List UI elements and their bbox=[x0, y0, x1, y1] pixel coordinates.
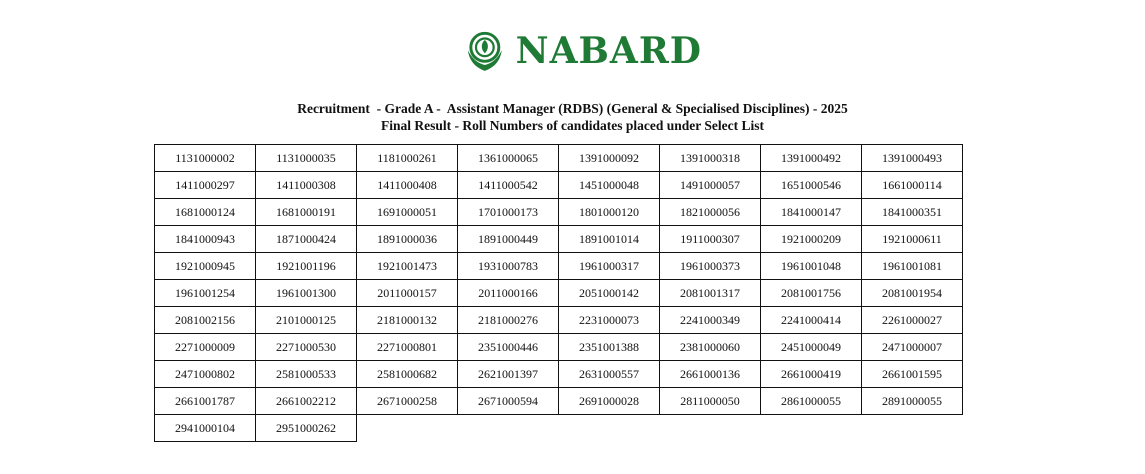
roll-number-cell: 1871000424 bbox=[256, 226, 357, 253]
nabard-logo bbox=[462, 20, 702, 82]
roll-number-cell: 1651000546 bbox=[761, 172, 862, 199]
roll-number-cell: 1891001014 bbox=[559, 226, 660, 253]
roll-number-cell: 1821000056 bbox=[660, 199, 761, 226]
roll-number-cell: 2011000157 bbox=[357, 280, 458, 307]
roll-number-cell: 1911000307 bbox=[660, 226, 761, 253]
roll-number-cell: 2451000049 bbox=[761, 334, 862, 361]
roll-number-cell: 1701000173 bbox=[458, 199, 559, 226]
roll-number-cell: 2351001388 bbox=[559, 334, 660, 361]
roll-number-cell: 1681000124 bbox=[155, 199, 256, 226]
roll-number-cell: 2941000104 bbox=[155, 415, 256, 442]
document-title bbox=[0, 100, 1145, 134]
roll-number-cell: 1921001196 bbox=[256, 253, 357, 280]
roll-number-cell: 2231000073 bbox=[559, 307, 660, 334]
roll-number-cell: 1961001081 bbox=[862, 253, 963, 280]
roll-number-cell: 2581000533 bbox=[256, 361, 357, 388]
roll-number-cell: 2081002156 bbox=[155, 307, 256, 334]
roll-number-cell: 1411000297 bbox=[155, 172, 256, 199]
roll-number-cell: 1411000408 bbox=[357, 172, 458, 199]
roll-number-cell: 1491000057 bbox=[660, 172, 761, 199]
roll-number-cell: 1691000051 bbox=[357, 199, 458, 226]
roll-number-cell: 1131000035 bbox=[256, 145, 357, 172]
roll-number-cell: 1391000492 bbox=[761, 145, 862, 172]
empty-cell bbox=[761, 415, 862, 442]
roll-number-cell: 1891000449 bbox=[458, 226, 559, 253]
roll-number-cell: 2671000258 bbox=[357, 388, 458, 415]
roll-number-cell: 2261000027 bbox=[862, 307, 963, 334]
roll-number-cell: 2581000682 bbox=[357, 361, 458, 388]
table-row bbox=[155, 388, 963, 415]
roll-number-cell: 1921000611 bbox=[862, 226, 963, 253]
roll-number-cell: 2011000166 bbox=[458, 280, 559, 307]
empty-cell bbox=[559, 415, 660, 442]
table-row bbox=[155, 307, 963, 334]
roll-number-cell: 1841000147 bbox=[761, 199, 862, 226]
org-name: NABARD bbox=[515, 30, 702, 72]
empty-cell bbox=[660, 415, 761, 442]
roll-number-cell: 2951000262 bbox=[256, 415, 357, 442]
roll-number-cell: 1391000493 bbox=[862, 145, 963, 172]
roll-number-cell: 2691000028 bbox=[559, 388, 660, 415]
roll-number-cell: 1391000092 bbox=[559, 145, 660, 172]
table-row bbox=[155, 199, 963, 226]
roll-number-cell: 2661001595 bbox=[862, 361, 963, 388]
table-row bbox=[155, 415, 963, 442]
roll-number-cell: 2241000414 bbox=[761, 307, 862, 334]
empty-cell bbox=[458, 415, 559, 442]
roll-number-cell: 1961001300 bbox=[256, 280, 357, 307]
roll-number-cell: 1931000783 bbox=[458, 253, 559, 280]
roll-number-cell: 1411000308 bbox=[256, 172, 357, 199]
roll-number-cell: 2081001317 bbox=[660, 280, 761, 307]
roll-number-cell: 2471000007 bbox=[862, 334, 963, 361]
roll-number-cell: 1451000048 bbox=[559, 172, 660, 199]
roll-number-cell: 2101000125 bbox=[256, 307, 357, 334]
roll-number-cell: 2271000009 bbox=[155, 334, 256, 361]
table-row bbox=[155, 253, 963, 280]
roll-number-cell: 2241000349 bbox=[660, 307, 761, 334]
roll-number-cell: 2381000060 bbox=[660, 334, 761, 361]
roll-number-cell: 1961001254 bbox=[155, 280, 256, 307]
roll-number-cell: 2661002212 bbox=[256, 388, 357, 415]
title-line-1: Recruitment - Grade A - Assistant Manager (RDBS) (General & Specialised Disciplines) - 2025 bbox=[297, 101, 848, 116]
roll-number-cell: 1921000209 bbox=[761, 226, 862, 253]
roll-number-cell: 2181000132 bbox=[357, 307, 458, 334]
roll-number-cell: 2181000276 bbox=[458, 307, 559, 334]
roll-number-cell: 2471000802 bbox=[155, 361, 256, 388]
table-row bbox=[155, 172, 963, 199]
table-row bbox=[155, 226, 963, 253]
empty-cell bbox=[862, 415, 963, 442]
roll-number-cell: 2271000530 bbox=[256, 334, 357, 361]
roll-number-cell: 2861000055 bbox=[761, 388, 862, 415]
roll-number-cell: 1181000261 bbox=[357, 145, 458, 172]
roll-number-cell: 2671000594 bbox=[458, 388, 559, 415]
title-line-2: Final Result - Roll Numbers of candidates placed under Select List bbox=[380, 118, 764, 133]
roll-number-cell: 1921000945 bbox=[155, 253, 256, 280]
roll-number-cell: 1681000191 bbox=[256, 199, 357, 226]
roll-number-cell: 1961000317 bbox=[559, 253, 660, 280]
roll-number-cell: 2051000142 bbox=[559, 280, 660, 307]
table-row bbox=[155, 361, 963, 388]
nabard-emblem-icon bbox=[462, 20, 508, 82]
roll-number-cell: 1961001048 bbox=[761, 253, 862, 280]
table-row bbox=[155, 334, 963, 361]
roll-number-cell: 1131000002 bbox=[155, 145, 256, 172]
roll-number-cell: 2081001756 bbox=[761, 280, 862, 307]
table-row bbox=[155, 145, 963, 172]
roll-number-cell: 2081001954 bbox=[862, 280, 963, 307]
roll-number-cell: 1411000542 bbox=[458, 172, 559, 199]
roll-number-cell: 1841000943 bbox=[155, 226, 256, 253]
roll-number-cell: 2811000050 bbox=[660, 388, 761, 415]
roll-number-cell: 2661000136 bbox=[660, 361, 761, 388]
roll-number-cell: 2661001787 bbox=[155, 388, 256, 415]
roll-number-cell: 1661000114 bbox=[862, 172, 963, 199]
roll-number-cell: 1841000351 bbox=[862, 199, 963, 226]
empty-cell bbox=[357, 415, 458, 442]
roll-number-table bbox=[154, 144, 963, 442]
roll-number-cell: 1391000318 bbox=[660, 145, 761, 172]
roll-number-cell: 2891000055 bbox=[862, 388, 963, 415]
roll-number-cell: 2351000446 bbox=[458, 334, 559, 361]
table-row bbox=[155, 280, 963, 307]
roll-number-cell: 1801000120 bbox=[559, 199, 660, 226]
roll-number-cell: 2631000557 bbox=[559, 361, 660, 388]
roll-number-cell: 2621001397 bbox=[458, 361, 559, 388]
roll-number-cell: 2661000419 bbox=[761, 361, 862, 388]
roll-number-cell: 1361000065 bbox=[458, 145, 559, 172]
roll-number-cell: 2271000801 bbox=[357, 334, 458, 361]
roll-number-cell: 1891000036 bbox=[357, 226, 458, 253]
roll-number-cell: 1921001473 bbox=[357, 253, 458, 280]
roll-number-cell: 1961000373 bbox=[660, 253, 761, 280]
